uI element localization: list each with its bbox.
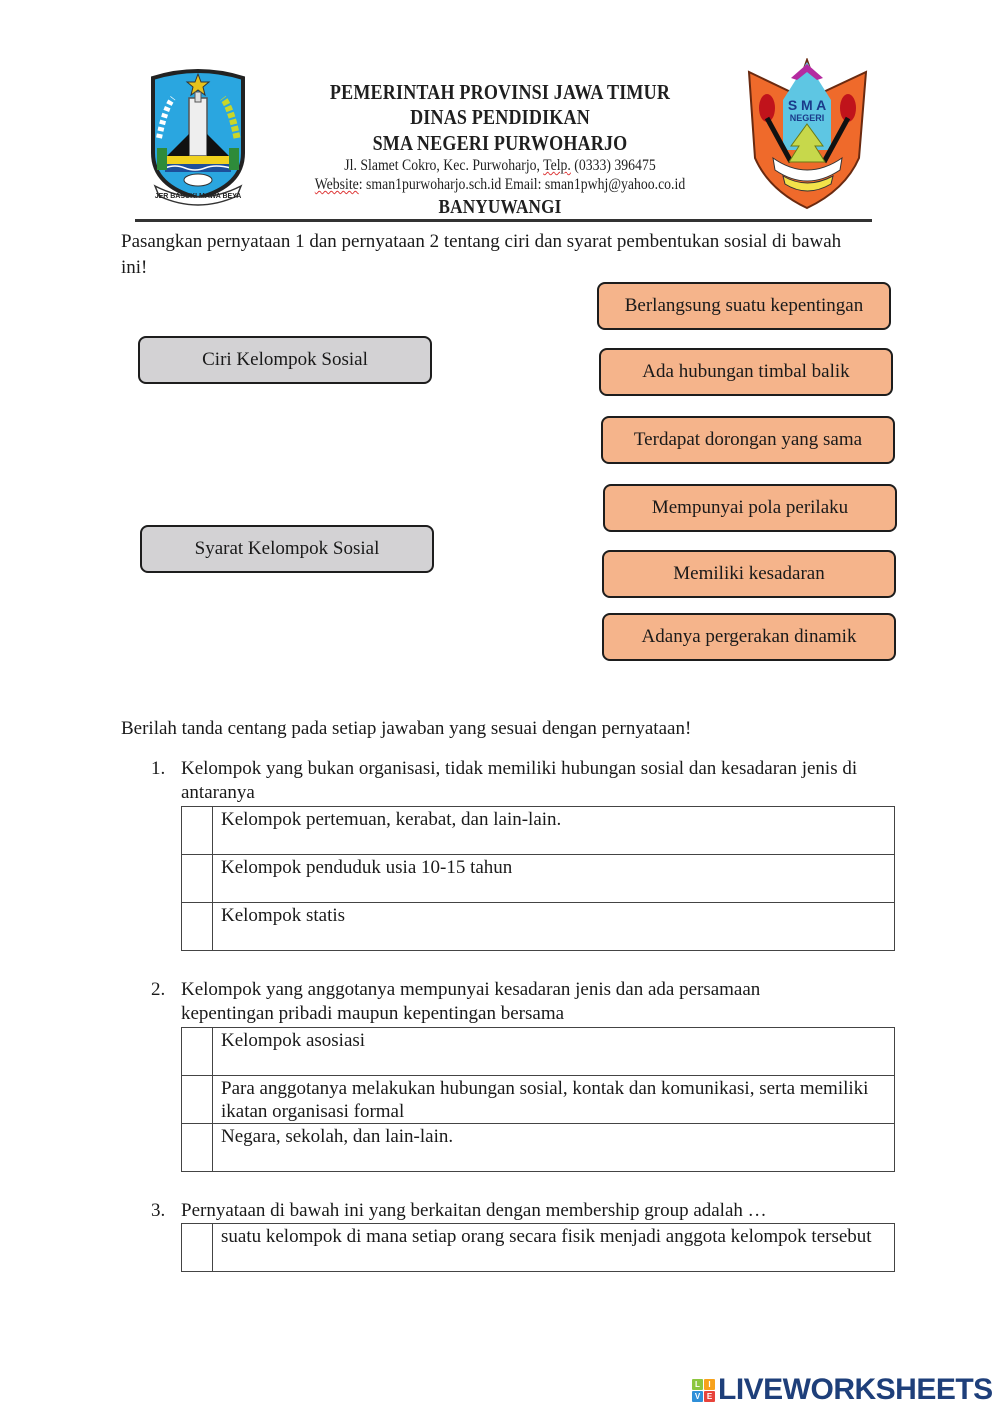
option-text: Kelompok pertemuan, kerabat, dan lain-lain.: [213, 807, 895, 855]
match-item[interactable]: [599, 348, 893, 396]
matching-instruction: Pasangkan pernyataan 1 dan pernyataan 2 tentang ciri dan syarat pembentukan sosial di bawah ini!: [121, 231, 842, 278]
question-text: Kelompok yang anggotanya mempunyai kesadaran jenis dan ada persamaan kepentingan pribadi maupun kepentingan bersama: [181, 979, 761, 1024]
match-item-label: Berlangsung suatu kepentingan: [624, 295, 864, 316]
east-java-emblem-icon: [145, 68, 251, 208]
option-checkbox[interactable]: [182, 1224, 213, 1272]
header-school-name: SMA NEGERI PURWOHARJO: [372, 131, 628, 155]
match-item-label: Adanya pergerakan dinamik: [641, 626, 857, 647]
match-item-label: Memiliki kesadaran: [673, 563, 825, 584]
liveworksheets-logo: [692, 1373, 993, 1407]
option-text: suatu kelompok di mana setiap orang secara fisik menjadi anggota kelompok tersebut: [213, 1224, 895, 1272]
header-government: PEMERINTAH PROVINSI JAWA TIMUR: [329, 80, 671, 104]
option-text: Negara, sekolah, dan lain-lain.: [213, 1124, 895, 1172]
option-text: Kelompok penduduk usia 10-15 tahun: [213, 855, 895, 903]
brand-letter: V: [692, 1391, 703, 1402]
option-row: [182, 1076, 895, 1124]
option-row: [182, 1124, 895, 1172]
checklist-instruction: Berilah tanda centang pada setiap jawaban yang sesuai dengan pernyataan!: [121, 718, 692, 739]
header-department: DINAS PENDIDIKAN: [410, 105, 590, 129]
match-item-label: Mempunyai pola perilaku: [651, 497, 849, 518]
option-row: [182, 903, 895, 951]
svg-text:NEGERI: NEGERI: [789, 113, 825, 123]
category-label: Syarat Kelompok Sosial: [194, 538, 380, 559]
header-city: BANYUWANGI: [438, 196, 562, 218]
live-grid-icon: [692, 1379, 715, 1402]
brand-letter: E: [704, 1391, 715, 1402]
category-syarat-kelompok-sosial[interactable]: [140, 525, 434, 573]
header-contact: Website: sman1purwoharjo.sch.id Email: sman1pwhj@yahoo.co.id: [314, 176, 686, 193]
match-item[interactable]: [601, 416, 895, 464]
header-address: Jl. Slamet Cokro, Kec. Purwoharjo, Telp. (0333) 396475: [344, 157, 656, 174]
question-text: Pernyataan di bawah ini yang berkaitan dengan membership group adalah …: [181, 1200, 767, 1221]
option-row: [182, 807, 895, 855]
options-table: [181, 1027, 895, 1172]
brand-letter: L: [692, 1379, 703, 1390]
option-row: [182, 1224, 895, 1272]
brand-letter: I: [704, 1379, 715, 1390]
options-table: [181, 806, 895, 951]
option-checkbox[interactable]: [182, 903, 213, 951]
category-ciri-kelompok-sosial[interactable]: [138, 336, 432, 384]
header-divider: [135, 219, 872, 222]
question-number: 3.: [151, 1200, 166, 1221]
category-label: Ciri Kelompok Sosial: [202, 349, 368, 370]
match-item[interactable]: [603, 484, 897, 532]
option-row: [182, 1028, 895, 1076]
option-text: Para anggotanya melakukan hubungan sosial, kontak dan komunikasi, serta memiliki ikatan organisasi formal: [213, 1076, 895, 1124]
option-text: Kelompok statis: [213, 903, 895, 951]
question-number: 1.: [151, 758, 166, 779]
option-row: [182, 855, 895, 903]
question-number: 2.: [151, 979, 166, 1000]
question-text: Kelompok yang bukan organisasi, tidak memiliki hubungan sosial dan kesadaran jenis di antaranya: [181, 758, 858, 803]
brand-name: LIVEWORKSHEETS: [718, 1373, 993, 1406]
option-checkbox[interactable]: [182, 1124, 213, 1172]
option-checkbox[interactable]: [182, 807, 213, 855]
option-text: Kelompok asosiasi: [213, 1028, 895, 1076]
option-checkbox[interactable]: [182, 1076, 213, 1124]
match-item[interactable]: [597, 282, 891, 330]
match-item[interactable]: [602, 550, 896, 598]
match-item-label: Terdapat dorongan yang sama: [633, 429, 863, 450]
school-emblem-icon: [745, 58, 870, 210]
match-item-label: Ada hubungan timbal balik: [642, 361, 850, 382]
option-checkbox[interactable]: [182, 1028, 213, 1076]
match-item[interactable]: [602, 613, 896, 661]
option-checkbox[interactable]: [182, 855, 213, 903]
svg-text:JER BASUKI MAWA BEYA: JER BASUKI MAWA BEYA: [154, 193, 242, 200]
options-table: [181, 1223, 895, 1272]
svg-text:S M A: S M A: [787, 97, 827, 113]
